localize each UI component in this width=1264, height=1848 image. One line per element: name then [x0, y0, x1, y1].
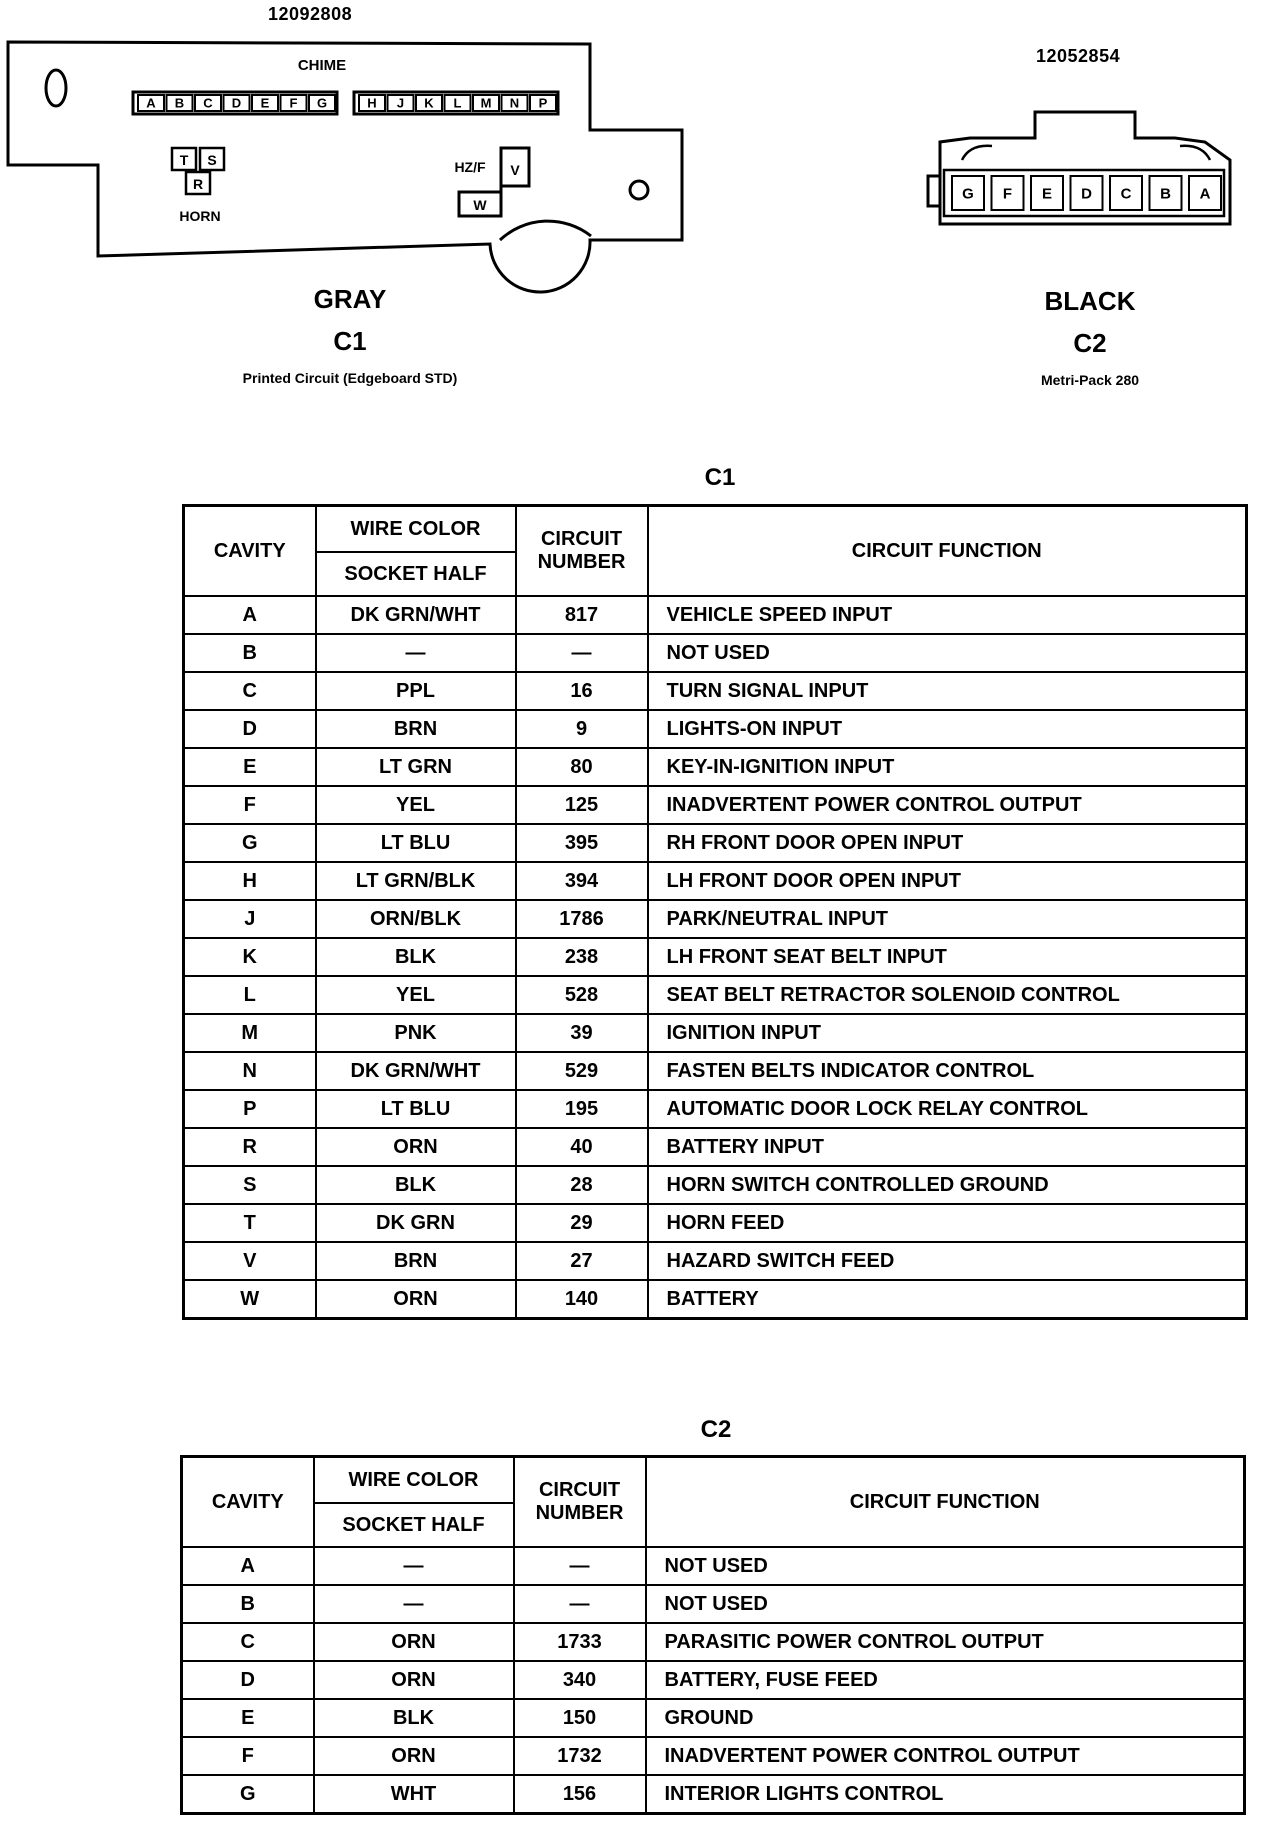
- table-row: [184, 824, 1247, 862]
- c1-header-cavity: CAVITY: [184, 506, 316, 597]
- wire-color-cell: ORN: [314, 1661, 514, 1699]
- wire-color-cell: BRN: [316, 1242, 516, 1280]
- circuit-function-cell: NOT USED: [646, 1547, 1245, 1585]
- c1-pin-h: H: [367, 95, 377, 111]
- c1-pin-m: M: [480, 95, 492, 111]
- cavity-cell: P: [184, 1090, 316, 1128]
- wire-color-cell: YEL: [316, 786, 516, 824]
- circuit-number-cell: 156: [514, 1775, 646, 1814]
- c2-pin-f: F: [1002, 185, 1013, 203]
- horn-label: HORN: [179, 208, 221, 224]
- circuit-number-cell: 16: [516, 672, 648, 710]
- c2-header-wire-color: WIRE COLOR: [314, 1457, 514, 1504]
- circuit-number-cell: 1733: [514, 1623, 646, 1661]
- circuit-function-cell: TURN SIGNAL INPUT: [648, 672, 1247, 710]
- cavity-cell: S: [184, 1166, 316, 1204]
- c1-pin-n: N: [509, 95, 520, 111]
- c2-pin-c: C: [1120, 185, 1132, 203]
- circuit-function-cell: INADVERTENT POWER CONTROL OUTPUT: [648, 786, 1247, 824]
- table-row: [182, 1775, 1245, 1814]
- circuit-number-cell: 238: [516, 938, 648, 976]
- table-row: [184, 1014, 1247, 1052]
- c1-name-label: C1: [333, 326, 367, 356]
- c1-color-label: GRAY: [313, 284, 387, 314]
- wire-color-cell: BRN: [316, 710, 516, 748]
- c2-header-socket-half: SOCKET HALF: [314, 1503, 514, 1547]
- table-row: [184, 710, 1247, 748]
- cavity-cell: K: [184, 938, 316, 976]
- circuit-function-cell: BATTERY INPUT: [648, 1128, 1247, 1166]
- circuit-function-cell: IGNITION INPUT: [648, 1014, 1247, 1052]
- circuit-function-cell: SEAT BELT RETRACTOR SOLENOID CONTROL: [648, 976, 1247, 1014]
- hzf-label: HZ/F: [454, 159, 486, 175]
- c2-header-cavity: CAVITY: [182, 1457, 314, 1548]
- c1-pin-b: B: [174, 95, 185, 111]
- table-row: [184, 938, 1247, 976]
- c1-connector-diagram: [0, 30, 700, 320]
- table-row: [184, 596, 1247, 634]
- c1-pin-g: G: [316, 95, 328, 111]
- circuit-function-cell: BATTERY: [648, 1280, 1247, 1319]
- c1-table-title: C1: [704, 464, 736, 491]
- c2-header-circuit-number: [514, 1457, 646, 1548]
- circuit-number-cell: 125: [516, 786, 648, 824]
- table-row: [184, 1204, 1247, 1242]
- table-row: [182, 1737, 1245, 1775]
- cavity-cell: F: [182, 1737, 314, 1775]
- wire-color-cell: DK GRN: [316, 1204, 516, 1242]
- circuit-function-cell: FASTEN BELTS INDICATOR CONTROL: [648, 1052, 1247, 1090]
- cavity-cell: E: [182, 1699, 314, 1737]
- table-row: [182, 1623, 1245, 1661]
- wire-color-cell: LT GRN: [316, 748, 516, 786]
- circuit-function-cell: PARK/NEUTRAL INPUT: [648, 900, 1247, 938]
- c1-pin-v: V: [510, 162, 520, 178]
- cavity-cell: E: [184, 748, 316, 786]
- c1-housing-outline: [8, 42, 682, 292]
- circuit-function-cell: HAZARD SWITCH FEED: [648, 1242, 1247, 1280]
- wire-color-cell: —: [314, 1547, 514, 1585]
- chime-label: CHIME: [297, 57, 347, 74]
- c1-pin-d: D: [231, 95, 242, 111]
- c1-pin-s: S: [207, 152, 217, 168]
- c1-header-circuit-number: [516, 506, 648, 597]
- c1-mounting-hole-right: [630, 181, 648, 199]
- circuit-number-cell: 39: [516, 1014, 648, 1052]
- circuit-number-cell: 29: [516, 1204, 648, 1242]
- c1-pin-r: R: [192, 176, 204, 192]
- c2-table-title: C2: [700, 1416, 732, 1443]
- circuit-number-cell: 1786: [516, 900, 648, 938]
- c2-header-circuit-line1: CIRCUIT: [538, 1479, 621, 1501]
- c2-table-body: [182, 1547, 1245, 1814]
- circuit-function-cell: INTERIOR LIGHTS CONTROL: [646, 1775, 1245, 1814]
- circuit-function-cell: VEHICLE SPEED INPUT: [648, 596, 1247, 634]
- circuit-function-cell: PARASITIC POWER CONTROL OUTPUT: [646, 1623, 1245, 1661]
- wire-color-cell: —: [314, 1585, 514, 1623]
- cavity-cell: B: [184, 634, 316, 672]
- circuit-function-cell: HORN FEED: [648, 1204, 1247, 1242]
- c1-header-circuit-line2: NUMBER: [537, 551, 626, 573]
- c2-part-number: 12052854: [1036, 46, 1121, 66]
- c2-name-label: C2: [1073, 328, 1107, 358]
- c1-header-socket-half: SOCKET HALF: [316, 552, 516, 596]
- circuit-function-cell: BATTERY, FUSE FEED: [646, 1661, 1245, 1699]
- table-row: [184, 1090, 1247, 1128]
- wire-color-cell: ORN: [314, 1737, 514, 1775]
- circuit-number-cell: 40: [516, 1128, 648, 1166]
- cavity-cell: N: [184, 1052, 316, 1090]
- c1-header-wire-color: WIRE COLOR: [316, 506, 516, 553]
- cavity-cell: D: [184, 710, 316, 748]
- circuit-number-cell: 529: [516, 1052, 648, 1090]
- cavity-cell: D: [182, 1661, 314, 1699]
- table-row: [184, 634, 1247, 672]
- table-row: [184, 976, 1247, 1014]
- table-row: [184, 1242, 1247, 1280]
- cavity-cell: G: [184, 824, 316, 862]
- circuit-number-cell: 394: [516, 862, 648, 900]
- cavity-cell: A: [182, 1547, 314, 1585]
- wire-color-cell: PNK: [316, 1014, 516, 1052]
- table-row: [184, 786, 1247, 824]
- circuit-function-cell: LH FRONT SEAT BELT INPUT: [648, 938, 1247, 976]
- wire-color-cell: BLK: [316, 1166, 516, 1204]
- circuit-number-cell: 28: [516, 1166, 648, 1204]
- wire-color-cell: —: [316, 634, 516, 672]
- circuit-function-cell: RH FRONT DOOR OPEN INPUT: [648, 824, 1247, 862]
- cavity-cell: L: [184, 976, 316, 1014]
- cavity-cell: A: [184, 596, 316, 634]
- wire-color-cell: LT GRN/BLK: [316, 862, 516, 900]
- wire-color-cell: ORN: [316, 1280, 516, 1319]
- table-row: [182, 1661, 1245, 1699]
- c2-pinout-table: [180, 1455, 1246, 1815]
- circuit-function-cell: LIGHTS-ON INPUT: [648, 710, 1247, 748]
- c2-connector-diagram: [910, 100, 1240, 240]
- circuit-number-cell: 817: [516, 596, 648, 634]
- cavity-cell: B: [182, 1585, 314, 1623]
- wire-color-cell: PPL: [316, 672, 516, 710]
- table-row: [184, 862, 1247, 900]
- circuit-function-cell: NOT USED: [646, 1585, 1245, 1623]
- c2-header-circuit-function: CIRCUIT FUNCTION: [646, 1457, 1245, 1548]
- circuit-number-cell: 528: [516, 976, 648, 1014]
- wire-color-cell: LT BLU: [316, 1090, 516, 1128]
- c1-pin-f: F: [289, 95, 298, 111]
- c1-pin-l: L: [453, 95, 462, 111]
- c2-pin-a: A: [1199, 185, 1211, 203]
- circuit-function-cell: NOT USED: [648, 634, 1247, 672]
- cavity-cell: R: [184, 1128, 316, 1166]
- circuit-number-cell: 195: [516, 1090, 648, 1128]
- cavity-cell: W: [184, 1280, 316, 1319]
- c2-pin-g: G: [962, 185, 974, 203]
- c1-description: Printed Circuit (Edgeboard STD): [242, 370, 458, 386]
- wire-color-cell: ORN/BLK: [316, 900, 516, 938]
- c1-table-body: [184, 596, 1247, 1319]
- c1-pin-p: P: [538, 95, 548, 111]
- circuit-number-cell: 140: [516, 1280, 648, 1319]
- circuit-number-cell: —: [516, 634, 648, 672]
- c1-pin-c: C: [203, 95, 213, 111]
- c1-pinout-table: [182, 504, 1248, 1320]
- circuit-number-cell: 80: [516, 748, 648, 786]
- circuit-function-cell: LH FRONT DOOR OPEN INPUT: [648, 862, 1247, 900]
- cavity-cell: M: [184, 1014, 316, 1052]
- c1-pin-w: W: [473, 197, 487, 213]
- cavity-cell: J: [184, 900, 316, 938]
- circuit-function-cell: HORN SWITCH CONTROLLED GROUND: [648, 1166, 1247, 1204]
- c2-description: Metri-Pack 280: [1040, 372, 1140, 388]
- circuit-function-cell: AUTOMATIC DOOR LOCK RELAY CONTROL: [648, 1090, 1247, 1128]
- c2-pin-b: B: [1160, 185, 1171, 203]
- table-row: [184, 1166, 1247, 1204]
- c1-pin-j: J: [396, 95, 405, 111]
- circuit-number-cell: 9: [516, 710, 648, 748]
- c2-pin-e: E: [1041, 185, 1053, 203]
- cavity-cell: F: [184, 786, 316, 824]
- c1-pin-group-a-g: [138, 95, 335, 111]
- circuit-number-cell: —: [514, 1547, 646, 1585]
- wire-color-cell: BLK: [314, 1699, 514, 1737]
- table-row: [184, 900, 1247, 938]
- c1-pin-a: A: [146, 95, 156, 111]
- wire-color-cell: DK GRN/WHT: [316, 1052, 516, 1090]
- c1-pin-e: E: [260, 95, 270, 111]
- wire-color-cell: LT BLU: [316, 824, 516, 862]
- cavity-cell: H: [184, 862, 316, 900]
- wire-color-cell: WHT: [314, 1775, 514, 1814]
- circuit-number-cell: 150: [514, 1699, 646, 1737]
- c2-latch: [928, 176, 940, 206]
- wire-color-cell: BLK: [316, 938, 516, 976]
- circuit-function-cell: GROUND: [646, 1699, 1245, 1737]
- wire-color-cell: ORN: [316, 1128, 516, 1166]
- wire-color-cell: YEL: [316, 976, 516, 1014]
- cavity-cell: C: [184, 672, 316, 710]
- circuit-function-cell: KEY-IN-IGNITION INPUT: [648, 748, 1247, 786]
- c1-header-circuit-line1: CIRCUIT: [540, 528, 623, 550]
- table-row: [184, 748, 1247, 786]
- table-row: [184, 1128, 1247, 1166]
- table-row: [182, 1585, 1245, 1623]
- table-row: [184, 672, 1247, 710]
- table-row: [184, 1052, 1247, 1090]
- table-row: [182, 1547, 1245, 1585]
- cavity-cell: T: [184, 1204, 316, 1242]
- cavity-cell: V: [184, 1242, 316, 1280]
- c2-color-label: BLACK: [1044, 286, 1136, 316]
- c2-header-circuit-line2: NUMBER: [535, 1502, 624, 1524]
- circuit-number-cell: —: [514, 1585, 646, 1623]
- circuit-function-cell: INADVERTENT POWER CONTROL OUTPUT: [646, 1737, 1245, 1775]
- table-row: [182, 1699, 1245, 1737]
- c1-part-number: 12092808: [268, 4, 353, 24]
- wire-color-cell: DK GRN/WHT: [316, 596, 516, 634]
- c1-pin-group-h-p: [359, 95, 556, 111]
- c1-pin-k: K: [424, 95, 434, 111]
- wire-color-cell: ORN: [314, 1623, 514, 1661]
- table-row: [184, 1280, 1247, 1319]
- c1-header-circuit-function: CIRCUIT FUNCTION: [648, 506, 1247, 597]
- c1-mounting-hole-left: [46, 70, 66, 106]
- circuit-number-cell: 1732: [514, 1737, 646, 1775]
- circuit-number-cell: 27: [516, 1242, 648, 1280]
- circuit-number-cell: 340: [514, 1661, 646, 1699]
- cavity-cell: C: [182, 1623, 314, 1661]
- circuit-number-cell: 395: [516, 824, 648, 862]
- cavity-cell: G: [182, 1775, 314, 1814]
- c2-pin-row: [952, 176, 1221, 210]
- c2-pin-d: D: [1081, 185, 1092, 203]
- c1-pin-t: T: [179, 152, 189, 168]
